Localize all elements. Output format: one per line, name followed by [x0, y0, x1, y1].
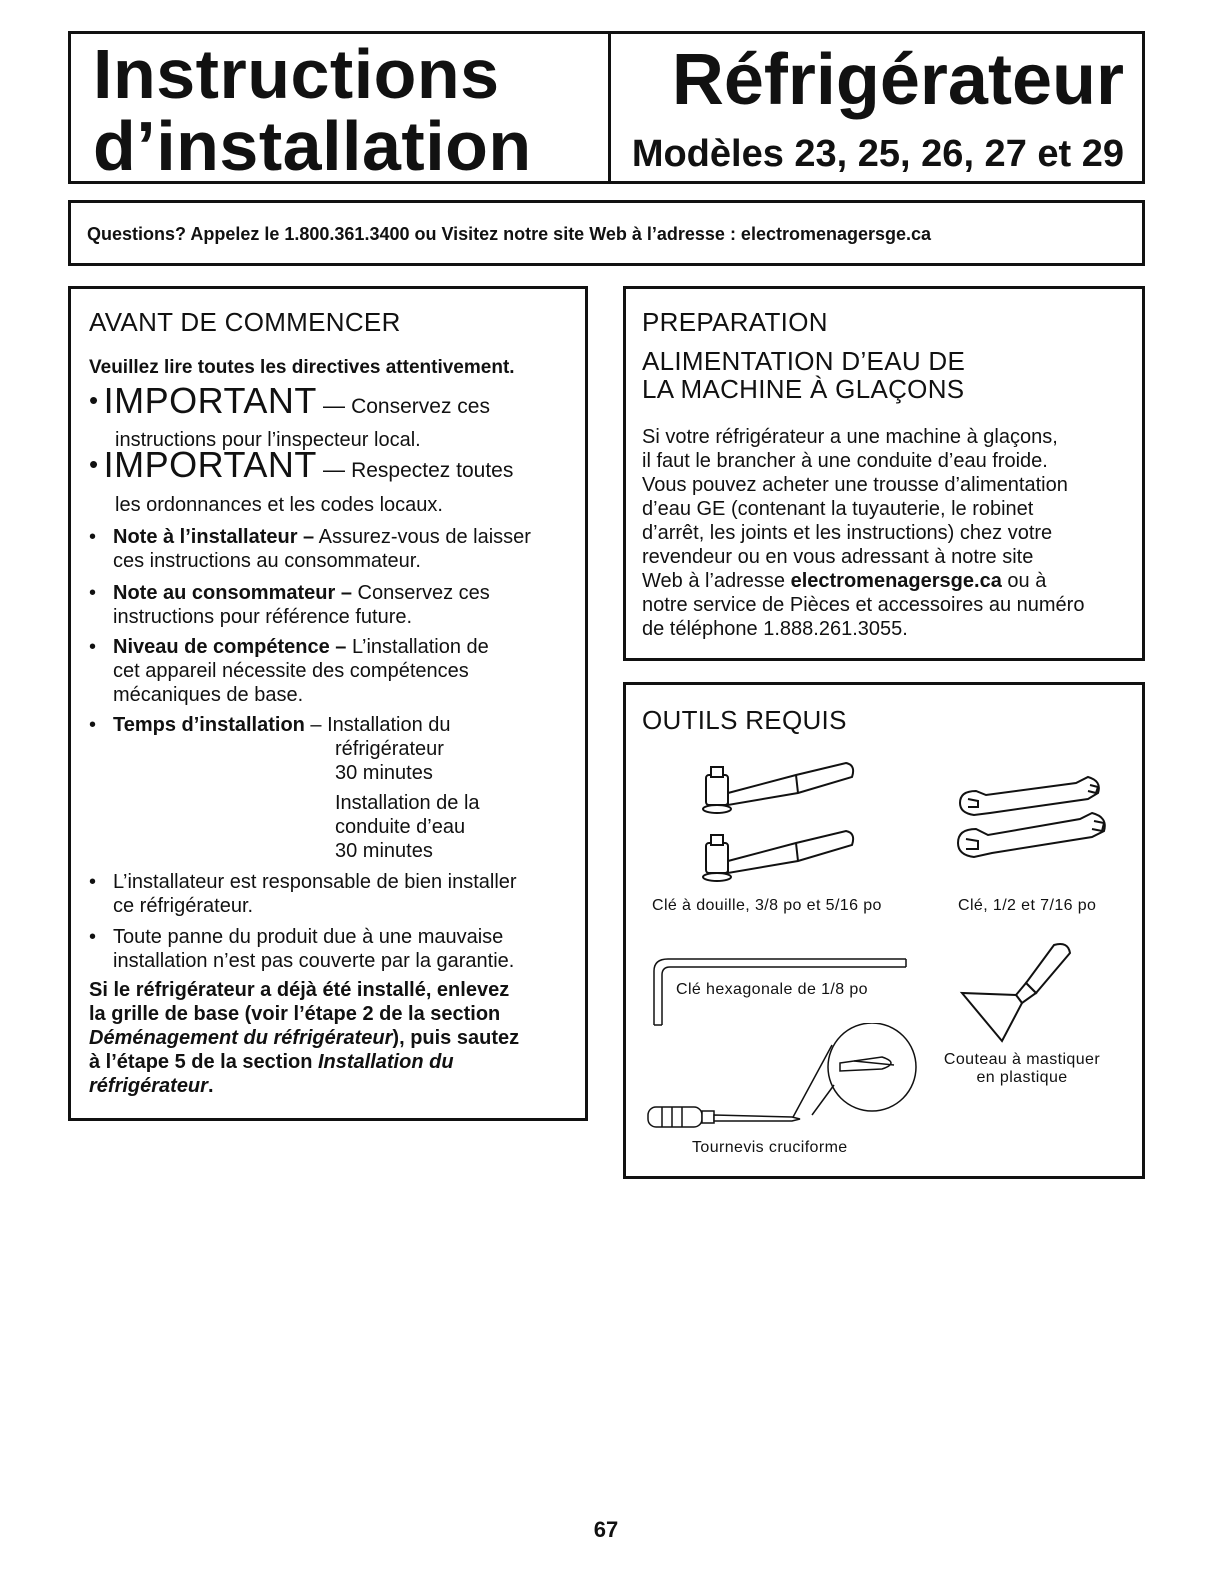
warranty-note: • Toute panne du produit due à une mauvaise	[89, 926, 504, 948]
screwdriver-icon	[642, 1023, 932, 1153]
socket-caption: Clé à douille, 3/8 po et 5/16 po	[652, 897, 882, 914]
installer-responsibility: • L’installateur est responsable de bien installer	[89, 871, 517, 893]
intro-text: Veuillez lire toutes les directives attentivement.	[89, 357, 515, 378]
page-number: 67	[593, 1517, 619, 1542]
already-installed-5: réfrigérateur.	[89, 1075, 214, 1097]
time-water-minutes: 30 minutes	[335, 840, 433, 862]
time-fridge-minutes: 30 minutes	[335, 762, 433, 784]
contact-text: Questions? Appelez le 1.800.361.3400 ou Visitez notre site Web à l’adresse : electromenagersge.ca	[87, 224, 932, 244]
product-title: Réfrigérateur	[671, 40, 1124, 120]
header-divider	[608, 34, 611, 181]
wrench-caption: Clé, 1/2 et 7/16 po	[958, 897, 1097, 914]
install-time: • Temps d’installation – Installation du	[89, 714, 451, 736]
putty-knife-icon	[956, 937, 1096, 1057]
section-title: PREPARATION	[642, 307, 828, 337]
important-2: • IMPORTANT — Respectez toutes	[89, 444, 514, 485]
responsibility-text-2: ce réfrigérateur.	[113, 895, 254, 917]
screwdriver-caption: Tournevis cruciforme	[692, 1139, 848, 1156]
wrench-icon	[956, 773, 1106, 883]
contact-bar	[68, 200, 1145, 266]
note-consumer-text: instructions pour référence future.	[113, 606, 413, 628]
important-2-text: les ordonnances et les codes locaux.	[115, 494, 443, 516]
time-water-1: Installation de la	[335, 792, 480, 814]
already-installed-4: à l’étape 5 de la section Installation du	[89, 1051, 454, 1073]
section-title: OUTILS REQUIS	[642, 705, 847, 735]
socket-wrench-icon	[686, 753, 866, 893]
note-installer: • Note à l’installateur – Assurez-vous de laisser	[89, 526, 531, 548]
important-1: • IMPORTANT — Conservez ces	[89, 380, 490, 421]
section-title: AVANT DE COMMENCER	[89, 307, 401, 337]
title-line-2: d’installation	[93, 107, 532, 185]
title-header	[68, 31, 1145, 184]
required-tools-section	[623, 682, 1145, 1179]
skill-text-2: cet appareil nécessite des compétences	[113, 660, 469, 682]
note-installer-text: ces instructions au consommateur.	[113, 550, 421, 572]
important-1-text: instructions pour l’inspecteur local.	[115, 429, 421, 451]
preparation-section	[623, 286, 1145, 661]
hex-key-caption: Clé hexagonale de 1/8 po	[676, 981, 868, 998]
already-installed-1: Si le réfrigérateur a déjà été installé, enlevez	[89, 979, 510, 1001]
skill-text-3: mécaniques de base.	[113, 684, 304, 706]
note-consumer: • Note au consommateur – Conservez ces	[89, 582, 490, 604]
putty-knife-caption: Couteau à mastiquer en plastique	[943, 1051, 1101, 1086]
ice-maker-subtitle: ALIMENTATION D’EAU DE LA MACHINE À GLAÇONS	[642, 346, 966, 404]
models-subtitle: Modèles 23, 25, 26, 27 et 29	[631, 133, 1124, 175]
document-title	[93, 35, 532, 185]
time-fridge-2: réfrigérateur	[335, 738, 444, 760]
title-line-1: Instructions	[93, 35, 500, 113]
warranty-text-2: installation n’est pas couverte par la garantie.	[113, 950, 515, 972]
before-you-begin-section	[68, 286, 588, 1121]
already-installed-2: la grille de base (voir l’étape 2 de la section	[89, 1003, 501, 1025]
time-water-2: conduite d’eau	[335, 816, 466, 838]
water-supply-text: Si votre réfrigérateur a une machine à glaçons, il faut le brancher à une conduite d’eau froide. Vous pouvez acheter une trousse d’alimentation d’eau GE (contenant la tuyauterie, le robinet d’arrêt, les joints et les instructions) chez votre revendeur ou en vous adressant à notre site Web à l’adresse electromenagersge.ca ou à notre service de Pièces et accessoires au numéro de téléphone 1.888.261.3055.	[642, 426, 1085, 640]
skill-level: • Niveau de compétence – L’installation de	[89, 636, 489, 658]
already-installed-3: Déménagement du réfrigérateur), puis sautez	[89, 1027, 520, 1049]
